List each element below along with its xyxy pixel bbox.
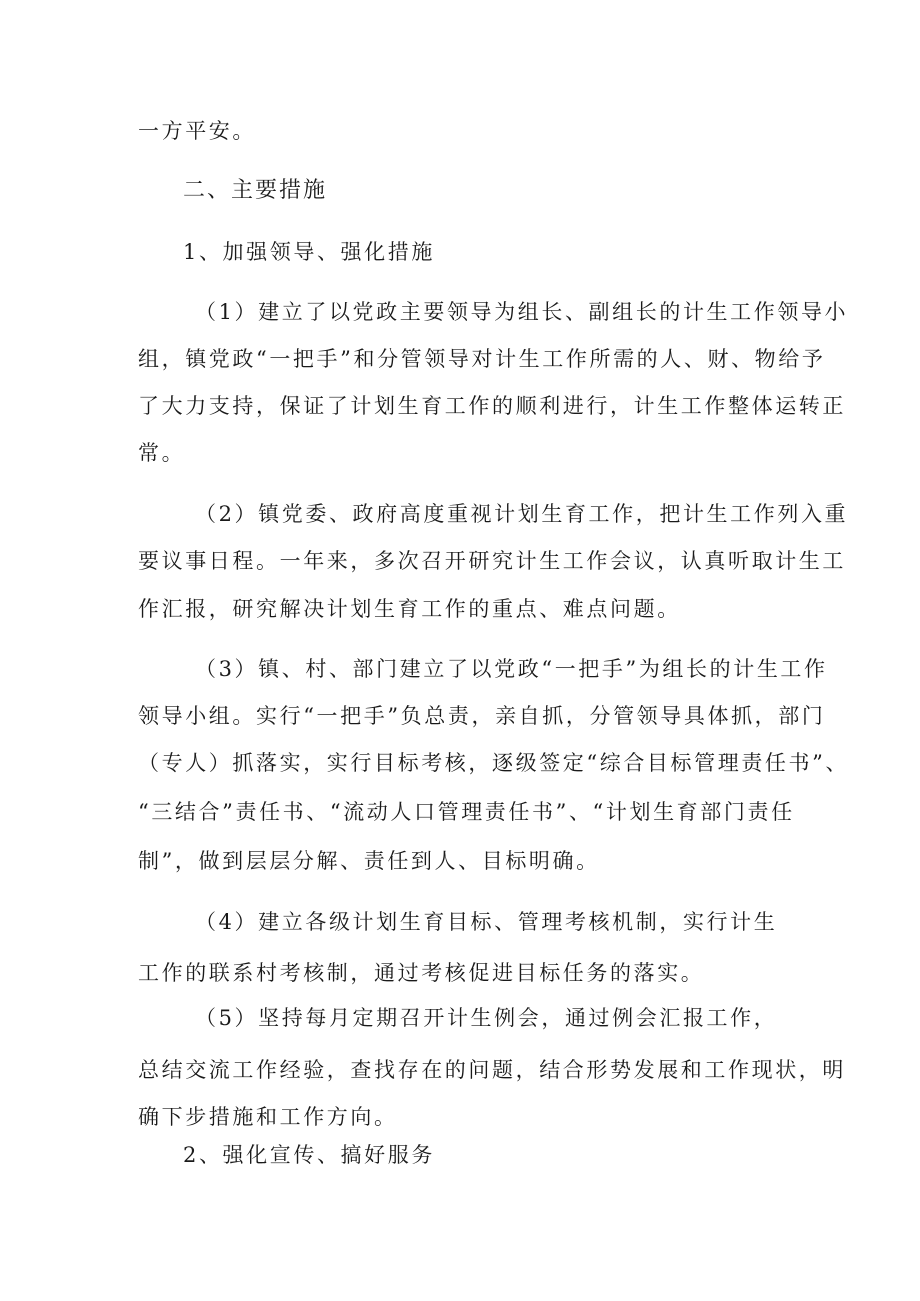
item-3-line-5: 制”，做到层层分解、责任到人、目标明确。: [138, 849, 600, 873]
item-3-line-3: （专人）抓落实，实行目标考核，逐级签定“综合目标管理责任书”、: [138, 751, 850, 775]
item-3-line-1: （3）镇、村、部门建立了以党政“一把手”为组长的计生工作: [195, 657, 828, 681]
paragraph-fragment: 一方平安。: [138, 119, 256, 143]
item-5-line-2: 总结交流工作经验，查找存在的问题，结合形势发展和工作现状，明: [138, 1058, 846, 1082]
item-4-line-1: （4）建立各级计划生育目标、管理考核机制，实行计生: [195, 910, 778, 934]
item-1-line-4: 常。: [138, 441, 186, 465]
item-5-line-1: （5）坚持每月定期召开计生例会，通过例会汇报工作，: [195, 1006, 778, 1030]
item-2-line-1: （2）镇党委、政府高度重视计划生育工作，把计生工作列入重: [195, 502, 849, 526]
item-3-line-2: 领导小组。实行“一把手”负总责，亲自抓，分管领导具体抓，部门: [138, 704, 826, 728]
item-2-line-2: 要议事日程。一年来，多次召开研究计生工作会议，认真听取计生工: [138, 549, 846, 573]
item-1-line-1: （1）建立了以党政主要领导为组长、副组长的计生工作领导小: [195, 300, 849, 324]
item-5-line-3: 确下步措施和工作方向。: [138, 1105, 398, 1129]
subsection-title-1: 1、加强领导、强化措施: [183, 240, 435, 264]
item-2-line-3: 作汇报，研究解决计划生育工作的重点、难点问题。: [138, 597, 681, 621]
subsection-title-2: 2、强化宣传、搞好服务: [183, 1143, 435, 1167]
section-title: 二、主要措施: [183, 178, 328, 203]
item-1-line-3: 了大力支持，保证了计划生育工作的顺利进行，计生工作整体运转正: [138, 394, 846, 418]
item-3-line-4: “三结合”责任书、“流动人口管理责任书”、“计划生育部门责任: [138, 800, 795, 824]
item-1-line-2: 组，镇党政“一把手”和分管领导对计生工作所需的人、财、物给予: [138, 347, 826, 371]
item-4-line-2: 工作的联系村考核制，通过考核促进目标任务的落实。: [138, 961, 705, 985]
